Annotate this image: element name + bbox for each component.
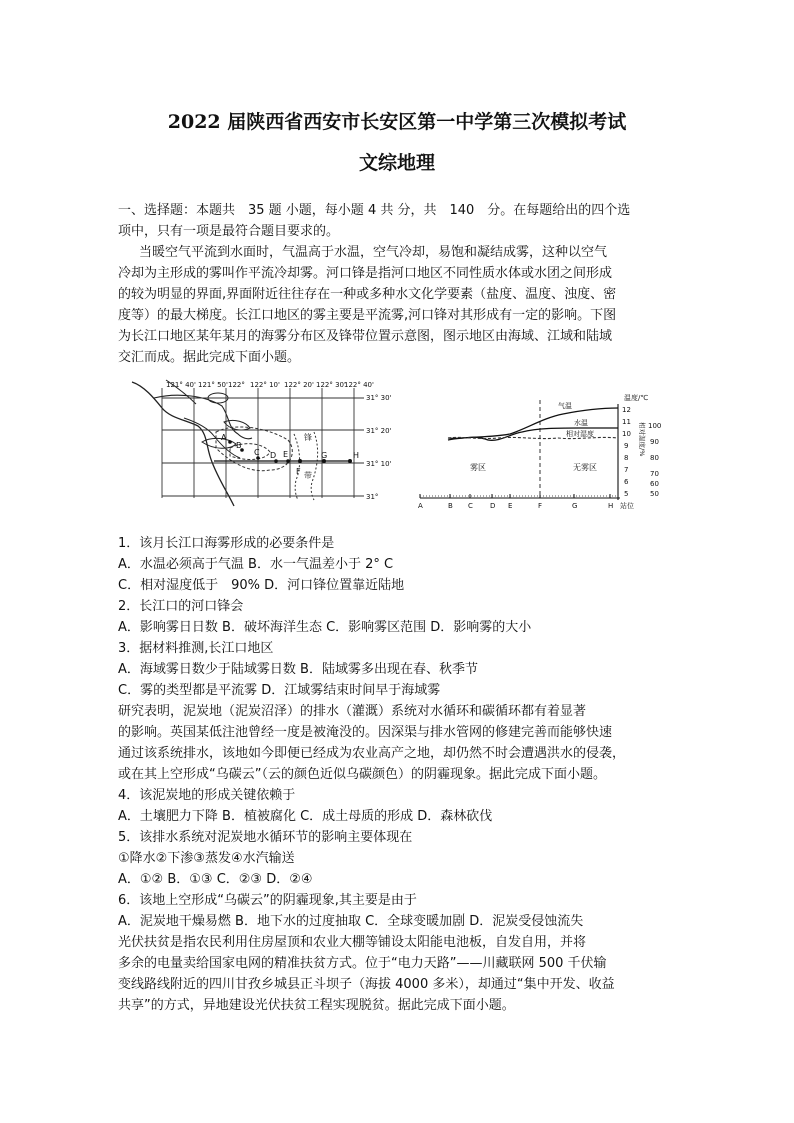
question-line: A．泥炭地干燥易燃 B．地下水的过度抽取 C．全球变暖加剧 D．泥炭受侵蚀流失 (118, 914, 584, 929)
profile-station-label: H (608, 502, 614, 510)
question-line: A．影响雾日日数 B．破坏海洋生态 C．影响雾区范围 D．影响雾的大小 (118, 620, 532, 635)
zone-label: 雾区 (470, 463, 486, 472)
passage-line: 冷却为主形成的雾叫作平流冷却雾。河口锋是指河口地区不同性质水体或水团之间形成 (118, 266, 613, 281)
question-line: A．水温必须高于气温 B．水一气温差小于 2° C (118, 557, 394, 572)
profile-station-label: A (418, 502, 423, 510)
front-band-right (311, 432, 317, 500)
lat-label: 31° 20' (366, 427, 392, 435)
question-line: C．雾的类型都是平流雾 D．江域雾结束时间早于海域雾 (118, 683, 441, 698)
passage-line: 光伏扶贫是指农民利用住房屋顶和农业大棚等铺设太阳能电池板，自发自用，并将 (118, 935, 587, 950)
passage-line: 为长江口地区某年某月的海雾分布区及锋带位置示意图，图示地区由海域、江域和陆域 (118, 329, 613, 344)
profile-station-label: B (448, 502, 453, 510)
lon-label: 121° 50' (198, 381, 228, 389)
humidity-tick: 60 (650, 480, 659, 488)
temp-tick: 11 (622, 418, 631, 426)
humidity-tick: 50 (650, 490, 659, 498)
question-line: C．相对湿度低于 90% D．河口锋位置靠近陆地 (118, 578, 405, 593)
humidity-tick: 90 (650, 438, 659, 446)
page-title: 2022 届陕西省西安市长安区第一中学第三次模拟考试 (167, 111, 627, 133)
map-station-label: D (270, 451, 277, 460)
passage-line: 的较为明显的界面,界面附近往往存在一种或多种水文化学要素（盐度、温度、浊度、密 (118, 287, 617, 302)
lat-label: 31° 10' (366, 460, 392, 468)
temp-axis-header: 温度/℃ (624, 394, 649, 402)
map-station-label: A (221, 433, 227, 442)
profile-station-label: C (468, 502, 473, 510)
profile-station-label: G (572, 502, 578, 510)
lon-label: 122° 40' (344, 381, 374, 389)
profile-chart (418, 393, 661, 510)
lon-label: 122° 20' (284, 381, 314, 389)
lat-label: 31° (366, 493, 379, 501)
humidity-tick: 80 (650, 454, 659, 462)
question-line: 6．该地上空形成“乌碳云”的阴霾现象,其主要是由于 (118, 893, 417, 908)
front-label: 带 (304, 471, 312, 480)
lon-label: 121° 40' (166, 381, 196, 389)
passage-line: 当暖空气平流到水面时，气温高于水温，空气冷却，易饱和凝结成雾，这种以空气 (139, 245, 608, 260)
map-station-label: G (321, 451, 328, 460)
humidity-axis-header: 相对湿度/% (638, 422, 646, 457)
question-line: A．①② B．①③ C．②③ D．②④ (118, 872, 313, 887)
lat-label: 31° 30' (366, 394, 392, 402)
passage-line: 研究表明，泥炭地（泥炭沼泽）的排水（灌溉）系统对水循环和碳循环都有着显著 (118, 704, 587, 719)
map-station-label: C (254, 448, 260, 457)
question-line: A．土壤肥力下降 B．植被腐化 C．成土母质的形成 D．森林砍伐 (118, 809, 493, 824)
question-line: 1．该月长江口海雾形成的必要条件是 (118, 536, 335, 551)
passage-line: 度等）的最大梯度。长江口地区的雾主要是平流雾,河口锋对其形成有一定的影响。下图 (118, 308, 617, 323)
zone-label: 无雾区 (573, 463, 597, 472)
temp-tick: 8 (624, 454, 629, 462)
coastline (132, 382, 234, 506)
lon-label: 122° 10' (250, 381, 280, 389)
temp-tick: 7 (624, 466, 629, 474)
station-point (298, 459, 302, 463)
question-line: 4．该泥炭地的形成关键依赖于 (118, 788, 296, 803)
passage-line: 的影响。英国某低注池曾经一度是被淹没的。因深渠与排水管网的修建完善而能够快速 (118, 725, 613, 740)
figure-estuary (118, 378, 698, 514)
passage-line: 多余的电量卖给国家电网的精准扶贫方式。位于“电力天路”——川藏联网 500 千伏输 (118, 956, 607, 971)
temp-tick: 12 (622, 406, 631, 414)
temp-tick: 10 (622, 430, 631, 438)
curve-label: 相对湿度 (566, 430, 594, 438)
map-station-label: H (353, 451, 360, 460)
humidity-tick: 70 (650, 470, 659, 478)
temp-tick: 9 (624, 442, 629, 450)
passage-line: 或在其上空形成“乌碳云”（云的颜色近似乌碳颜色）的阴霾现象。据此完成下面小题。 (118, 767, 606, 782)
humidity-tick: 100 (648, 422, 662, 430)
station-unit: 站位 (620, 502, 634, 510)
station-point (348, 459, 352, 463)
map-station-label: F (296, 467, 301, 476)
passage-line: 变线路线附近的四川甘孜乡城县正斗坝子（海拔 4000 多米），却通过“集中开发、收益 (118, 977, 615, 992)
station-point (286, 459, 290, 463)
question-line: A．海域雾日数少于陆域雾日数 B．陆域雾多出现在春、秋季节 (118, 662, 478, 677)
map-station-label: E (283, 450, 289, 459)
profile-station-label: F (538, 502, 543, 510)
curve-label: 水温 (574, 419, 588, 427)
station-point (228, 440, 232, 444)
estuary-map (132, 380, 392, 506)
temp-tick: 6 (624, 478, 629, 486)
question-line: 3．据材料推测,长江口地区 (118, 641, 274, 656)
question-line: ①降水②下渗③蒸发④水汽输送 (118, 851, 295, 866)
passage-line: 交汇而成。据此完成下面小题。 (118, 350, 301, 365)
profile-station-label: D (490, 502, 496, 510)
instructions-line: 项中，只有一项是最符合题目要求的。 (118, 224, 340, 239)
lon-label: 122° (228, 381, 245, 389)
question-line: 5．该排水系统对泥炭地水循环节的影响主要体现在 (118, 830, 413, 845)
passage-line: 通过该系统排水，该地如今即便已经成为农业高产之地，却仍然不时会遭遇洪水的侵袭， (118, 746, 626, 761)
front-label: 锋 (304, 433, 312, 442)
map-grid (162, 388, 364, 498)
temp-tick: 5 (624, 490, 629, 498)
question-line: 2．长江口的河口锋会 (118, 599, 244, 614)
lon-label: 122° 30' (316, 381, 346, 389)
page-subtitle: 文综地理 (358, 152, 435, 174)
passage-line: 共享”的方式，异地建设光伏扶贫工程实现脱贫。据此完成下面小题。 (118, 998, 515, 1013)
profile-station-label: E (508, 502, 513, 510)
instructions-line: 一、选择题：本题共 35 题 小题，每小题 4 共 分，共 140 分。在每题给出的四个选 (118, 203, 631, 218)
curve-label: 气温 (558, 402, 572, 410)
map-station-label: B (236, 441, 242, 450)
